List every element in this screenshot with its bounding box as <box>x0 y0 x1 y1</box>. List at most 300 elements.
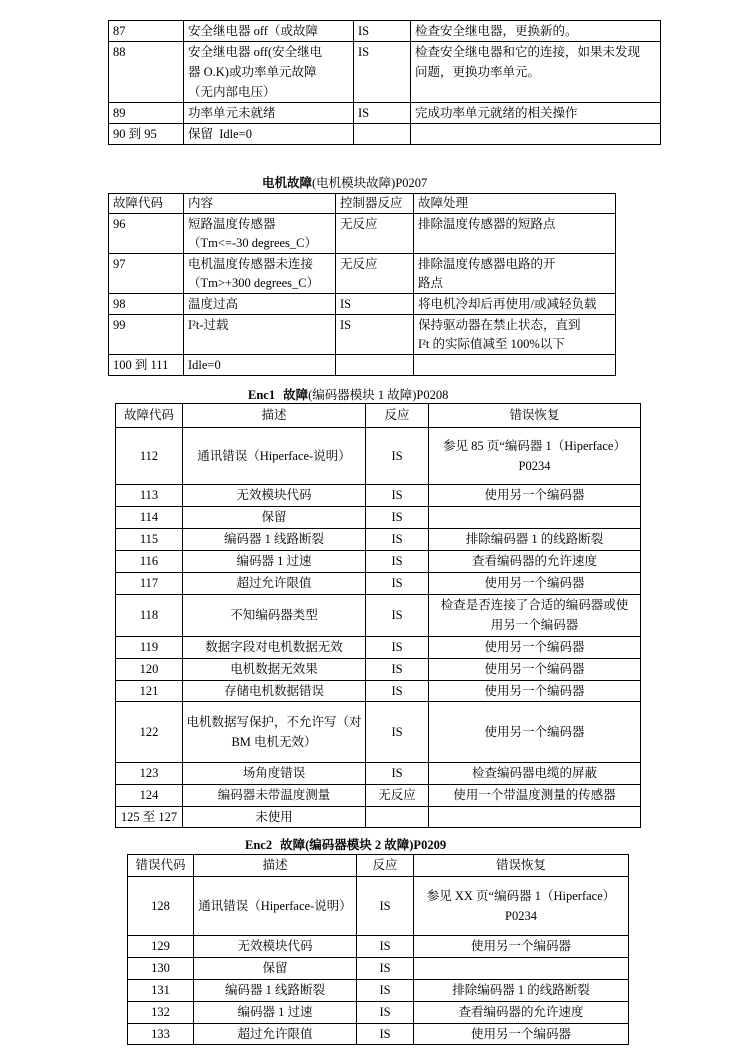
cell-text: 使用另一个编码器 <box>484 724 585 739</box>
remedy-cell <box>429 572 641 594</box>
remedy-cell <box>429 550 641 572</box>
cell-text: 安全继电器 off(安全继电 <box>188 45 323 59</box>
table-row <box>128 1023 629 1045</box>
remedy-cell <box>411 103 661 124</box>
cell-text: 检查安全继电器，更换新的。 <box>415 24 578 38</box>
cell-text: 电机数据写保护，不允许写（对 <box>186 714 362 729</box>
description-cell <box>184 21 354 42</box>
cell-text: 描述 <box>262 858 288 873</box>
cell-text: IS <box>358 45 370 59</box>
table-row <box>116 680 641 702</box>
cell-text: 错误代码 <box>135 858 186 873</box>
code-cell <box>128 1023 194 1045</box>
cell-text: 114 <box>139 510 159 524</box>
description-cell <box>184 214 336 254</box>
remedy-cell <box>414 214 616 254</box>
cell-text: 反应 <box>372 858 398 873</box>
remedy-cell <box>411 42 661 103</box>
cell-text: IS <box>391 661 403 676</box>
cell-text: 不知编码器类型 <box>230 607 318 622</box>
code-cell <box>109 103 184 124</box>
code-cell <box>116 680 183 702</box>
cell-text: 存储电机数据错误 <box>223 683 324 698</box>
motor-fault-table <box>108 193 616 376</box>
cell-text: 编码器 1 线路断裂 <box>223 531 324 546</box>
cell-text: 超过允许限值 <box>236 575 312 590</box>
cell-text: 短路温度传感器 <box>188 217 276 231</box>
reaction-cell <box>366 507 429 529</box>
table-row <box>128 958 629 980</box>
table-row <box>128 936 629 958</box>
reaction-cell <box>366 636 429 658</box>
description-cell <box>183 594 366 636</box>
code-cell <box>109 21 184 42</box>
cell-text: IS <box>379 961 391 975</box>
cell-text: 使用另一个编码器 <box>484 575 585 590</box>
reaction-cell <box>336 294 414 315</box>
table-row <box>116 507 641 529</box>
remedy-cell <box>429 507 641 529</box>
description-cell <box>183 658 366 680</box>
cell-text: 故障代码 <box>123 408 174 423</box>
cell-text: 无效模块代码 <box>237 939 313 954</box>
table-row <box>109 254 616 294</box>
cell-text: 保留 <box>262 961 288 975</box>
description-cell <box>194 958 357 980</box>
cell-text: 125 至 127 <box>120 809 178 824</box>
remedy-cell <box>429 658 641 680</box>
cell-text: 90 到 95 <box>113 127 157 141</box>
header-row <box>128 855 629 877</box>
table-row <box>116 485 641 507</box>
description-cell <box>194 979 357 1001</box>
cell-text: 控制器反应 <box>340 196 403 210</box>
reaction-cell <box>336 355 414 376</box>
cell-text: IS <box>379 1004 391 1019</box>
cell-text: 97 <box>113 257 126 271</box>
table-row <box>128 979 629 1001</box>
cell-text: 通讯错误（Hiperface-说明） <box>197 448 351 463</box>
column-header <box>429 404 641 428</box>
reaction-cell <box>366 485 429 507</box>
cell-text: IS <box>379 982 391 997</box>
cell-text: 113 <box>139 488 159 503</box>
description-cell <box>183 806 366 828</box>
description-cell <box>183 572 366 594</box>
reaction-cell <box>357 958 414 980</box>
cell-text: （Tm<=-30 degrees_C） <box>188 236 318 250</box>
code-cell <box>116 572 183 594</box>
cell-text: 120 <box>139 661 159 676</box>
cell-text: 99 <box>113 318 126 332</box>
column-header <box>366 404 429 428</box>
title-prefix: Enc2 <box>245 838 273 852</box>
cell-text: IS <box>391 448 403 463</box>
cell-text: 无反应 <box>340 217 378 231</box>
cell-text: 88 <box>113 45 126 59</box>
description-cell <box>183 636 366 658</box>
cell-text: 排除温度传感器电路的开 <box>418 257 556 271</box>
code-cell <box>116 636 183 658</box>
remedy-cell <box>429 806 641 828</box>
cell-text: 检查是否连接了合适的编码器或使 <box>440 597 629 612</box>
code-cell <box>109 355 184 376</box>
table-row <box>116 763 641 785</box>
cell-text: IS <box>391 488 403 503</box>
enc2-fault-table <box>127 854 629 1045</box>
cell-text: IS <box>391 724 403 739</box>
description-cell <box>184 103 354 124</box>
description-cell <box>183 785 366 807</box>
column-header <box>184 194 336 214</box>
table-row <box>109 42 661 103</box>
cell-text: 129 <box>151 939 170 954</box>
code-cell <box>109 254 184 294</box>
cell-text: IS <box>340 318 352 332</box>
table-row <box>116 572 641 594</box>
cell-text: P0234 <box>518 459 551 473</box>
description-cell <box>184 315 336 355</box>
code-cell <box>116 428 183 485</box>
cell-text: 121 <box>139 683 159 698</box>
cell-text: IS <box>340 297 352 311</box>
reaction-cell <box>357 936 414 958</box>
cell-text: 无反应 <box>378 788 416 802</box>
cell-text: 温度过高 <box>188 297 239 311</box>
reaction-cell <box>357 979 414 1001</box>
table-row <box>109 21 661 42</box>
cell-text: 128 <box>151 898 170 913</box>
cell-text: IS <box>358 24 370 38</box>
column-header <box>336 194 414 214</box>
remedy-cell <box>414 877 629 936</box>
column-header <box>414 855 629 877</box>
table-row <box>109 124 661 145</box>
description-cell <box>183 680 366 702</box>
header-row <box>116 404 641 428</box>
cell-text: 参见 XX 页“编码器 1（Hiperface） <box>426 888 616 903</box>
cell-text: IS <box>391 766 403 781</box>
cell-text: 场角度错误 <box>242 766 306 781</box>
cell-text: IS <box>391 575 403 590</box>
reaction-cell <box>366 763 429 785</box>
reaction-cell <box>354 124 411 145</box>
cell-text: 96 <box>113 217 126 231</box>
table-row <box>116 702 641 763</box>
description-cell <box>183 485 366 507</box>
column-header <box>183 404 366 428</box>
cell-text: 排除编码器 1 的线路断裂 <box>452 982 590 997</box>
reaction-cell <box>336 214 414 254</box>
remedy-cell <box>414 355 616 376</box>
cell-text: IS <box>379 898 391 913</box>
title-main: 电机故障 <box>262 176 313 190</box>
title-suffix: (编码器模块 2 故障)P0209 <box>305 838 447 852</box>
cell-text: IS <box>358 106 370 120</box>
cell-text: （Tm>+300 degrees_C） <box>188 276 320 290</box>
reaction-cell <box>357 1001 414 1023</box>
cell-text: 122 <box>139 724 159 739</box>
cell-text: 器 O.K)或功率单元故障 <box>188 65 317 79</box>
reaction-cell <box>366 658 429 680</box>
cell-text: 98 <box>113 297 126 311</box>
table-row <box>116 806 641 828</box>
cell-text: 编码器 1 过速 <box>236 553 312 568</box>
reaction-cell <box>366 550 429 572</box>
remedy-cell <box>411 21 661 42</box>
column-header <box>194 855 357 877</box>
cell-text: Idle=0 <box>188 358 221 372</box>
table-row <box>116 528 641 550</box>
section-title-motor-fault <box>262 175 427 191</box>
code-cell <box>116 763 183 785</box>
code-cell <box>109 214 184 254</box>
cell-text: 电机温度传感器未连接 <box>188 257 314 271</box>
code-cell <box>116 507 183 529</box>
description-cell <box>183 507 366 529</box>
table-row <box>116 636 641 658</box>
section-title-enc1-fault <box>248 387 448 403</box>
description-cell <box>184 42 354 103</box>
enc1-fault-table <box>115 403 641 828</box>
cell-text: （无内部电压） <box>188 85 276 99</box>
cell-text: 描述 <box>261 408 287 423</box>
cell-text: 使用另一个编码器 <box>484 488 585 503</box>
cell-text: 使用一个带温度测量的传感器 <box>453 788 616 802</box>
cell-text: 问题，更换功率单元。 <box>415 65 541 79</box>
title-main: 故障 <box>280 838 306 852</box>
cell-text: 错误恢复 <box>509 408 560 423</box>
cell-text: IS <box>391 510 403 524</box>
cell-text: 使用另一个编码器 <box>470 1026 571 1041</box>
cell-text: 将电机冷却后再使用/或减轻负载 <box>418 297 597 311</box>
description-cell <box>194 1023 357 1045</box>
cell-text: 使用另一个编码器 <box>470 939 571 954</box>
code-cell <box>128 958 194 980</box>
cell-text: 130 <box>151 961 170 975</box>
remedy-cell <box>429 636 641 658</box>
description-cell <box>183 428 366 485</box>
table-row <box>116 594 641 636</box>
cell-text: IS <box>391 531 403 546</box>
cell-text: 参见 85 页“编码器 1（Hiperface） <box>443 438 626 453</box>
cell-text: 用另一个编码器 <box>490 618 579 632</box>
reaction-cell <box>354 21 411 42</box>
cell-text: 123 <box>139 766 159 781</box>
cell-text: 故障处理 <box>418 196 469 210</box>
cell-text: 保留 Idle=0 <box>188 127 252 141</box>
remedy-cell <box>414 958 629 980</box>
reaction-cell <box>336 254 414 294</box>
cell-text: 查看编码器的允许速度 <box>458 1004 584 1019</box>
cell-text: 超过允许限值 <box>237 1026 313 1041</box>
cell-text: 89 <box>113 106 126 120</box>
reaction-cell <box>357 877 414 936</box>
cell-text: 116 <box>139 553 159 568</box>
table-row <box>116 785 641 807</box>
table-row <box>116 428 641 485</box>
column-header <box>414 194 616 214</box>
cell-text: IS <box>379 1026 391 1041</box>
table-row <box>116 658 641 680</box>
code-cell <box>128 1001 194 1023</box>
cell-text: 数据字段对电机数据无效 <box>205 639 343 654</box>
cell-text: IS <box>391 553 403 568</box>
cell-text: 编码器未带温度测量 <box>217 788 331 802</box>
title-main: 故障 <box>283 388 309 402</box>
cell-text: 功率单元未就绪 <box>188 106 276 120</box>
column-header <box>109 194 184 214</box>
cell-text: 保持驱动器在禁止状态，直到 <box>418 318 581 332</box>
reaction-cell <box>366 785 429 807</box>
cell-text: 133 <box>151 1026 170 1041</box>
section-title-enc2-fault <box>245 837 446 853</box>
description-cell <box>184 254 336 294</box>
cell-text: 未使用 <box>255 809 293 824</box>
cell-text: 无反应 <box>340 257 378 271</box>
reaction-cell <box>366 702 429 763</box>
cell-text: P0234 <box>505 909 537 923</box>
remedy-cell <box>414 1023 629 1045</box>
cell-text: 安全继电器 off（或故障 <box>188 24 318 38</box>
code-cell <box>116 806 183 828</box>
reaction-cell <box>354 42 411 103</box>
reaction-cell <box>366 806 429 828</box>
cell-text: 内容 <box>188 196 214 210</box>
description-cell <box>183 702 366 763</box>
cell-text: 排除编码器 1 的线路断裂 <box>465 531 604 546</box>
reaction-cell <box>357 1023 414 1045</box>
cell-text: 路点 <box>418 276 444 290</box>
description-cell <box>194 877 357 936</box>
code-cell <box>109 315 184 355</box>
remedy-cell <box>429 763 641 785</box>
cell-text: 排除温度传感器的短路点 <box>418 217 556 231</box>
cell-text: BM 电机无效） <box>231 735 317 749</box>
cell-text: 132 <box>151 1004 170 1019</box>
description-cell <box>184 124 354 145</box>
code-cell <box>109 42 184 103</box>
cell-text: 124 <box>139 788 159 802</box>
cell-text: I²t-过载 <box>188 318 229 332</box>
cell-text: 117 <box>139 575 159 590</box>
remedy-cell <box>429 594 641 636</box>
remedy-cell <box>414 1001 629 1023</box>
table-row <box>109 315 616 355</box>
remedy-cell <box>414 979 629 1001</box>
cell-text: 电机数据无效果 <box>230 661 318 676</box>
reaction-cell <box>366 680 429 702</box>
cell-text: 119 <box>139 639 159 654</box>
remedy-cell <box>429 428 641 485</box>
code-cell <box>116 702 183 763</box>
description-cell <box>184 355 336 376</box>
remedy-cell <box>414 315 616 355</box>
description-cell <box>183 763 366 785</box>
cell-text: I²t 的实际值减至 100%以下 <box>418 337 565 351</box>
cell-text: 通讯错误（Hiperface-说明） <box>198 898 352 913</box>
cell-text: IS <box>391 683 403 698</box>
cell-text: 完成功率单元就绪的相关操作 <box>415 106 578 120</box>
table-row <box>109 294 616 315</box>
description-cell <box>194 936 357 958</box>
cell-text: 118 <box>139 607 159 622</box>
table-row <box>109 214 616 254</box>
title-suffix: (编码器模块 1 故障)P0208 <box>308 388 449 402</box>
remedy-cell <box>429 680 641 702</box>
code-cell <box>109 124 184 145</box>
cell-text: 反应 <box>384 408 410 423</box>
cell-text: 使用另一个编码器 <box>484 683 585 698</box>
code-cell <box>109 294 184 315</box>
remedy-cell <box>414 936 629 958</box>
cell-text: 87 <box>113 24 126 38</box>
cell-text: 编码器 1 线路断裂 <box>224 982 325 997</box>
remedy-cell <box>429 528 641 550</box>
remedy-cell <box>429 485 641 507</box>
cell-text: 112 <box>139 448 159 463</box>
cell-text: 查看编码器的允许速度 <box>471 553 597 568</box>
reaction-cell <box>336 315 414 355</box>
remedy-cell <box>429 785 641 807</box>
cell-text: 使用另一个编码器 <box>484 639 585 654</box>
column-header <box>357 855 414 877</box>
code-cell <box>128 936 194 958</box>
table-row <box>116 550 641 572</box>
title-suffix: (电机模块故障)P0207 <box>312 176 428 190</box>
reaction-cell <box>366 428 429 485</box>
description-cell <box>184 294 336 315</box>
remedy-cell <box>414 254 616 294</box>
table-row <box>109 103 661 124</box>
column-header <box>128 855 194 877</box>
fault-table-continued <box>108 20 661 145</box>
cell-text: 检查编码器电缆的屏蔽 <box>471 766 597 781</box>
remedy-cell <box>411 124 661 145</box>
remedy-cell <box>414 294 616 315</box>
cell-text: 故障代码 <box>113 196 164 210</box>
code-cell <box>128 979 194 1001</box>
reaction-cell <box>354 103 411 124</box>
reaction-cell <box>366 594 429 636</box>
cell-text: 无效模块代码 <box>236 488 312 503</box>
cell-text: 100 到 111 <box>113 358 169 372</box>
table-row <box>109 355 616 376</box>
code-cell <box>128 877 194 936</box>
title-prefix: Enc1 <box>248 388 276 402</box>
cell-text: 错误恢复 <box>495 858 546 873</box>
remedy-cell <box>429 702 641 763</box>
table-row <box>128 1001 629 1023</box>
reaction-cell <box>366 528 429 550</box>
cell-text: 115 <box>139 531 159 546</box>
table-row <box>128 877 629 936</box>
code-cell <box>116 485 183 507</box>
column-header <box>116 404 183 428</box>
cell-text: 131 <box>151 982 170 997</box>
cell-text: IS <box>391 639 403 654</box>
code-cell <box>116 785 183 807</box>
cell-text: 编码器 1 过速 <box>237 1004 313 1019</box>
cell-text: 保留 <box>261 510 287 524</box>
cell-text: IS <box>379 939 391 954</box>
description-cell <box>194 1001 357 1023</box>
description-cell <box>183 550 366 572</box>
reaction-cell <box>366 572 429 594</box>
cell-text: IS <box>391 607 403 622</box>
code-cell <box>116 658 183 680</box>
cell-text: 使用另一个编码器 <box>484 661 585 676</box>
